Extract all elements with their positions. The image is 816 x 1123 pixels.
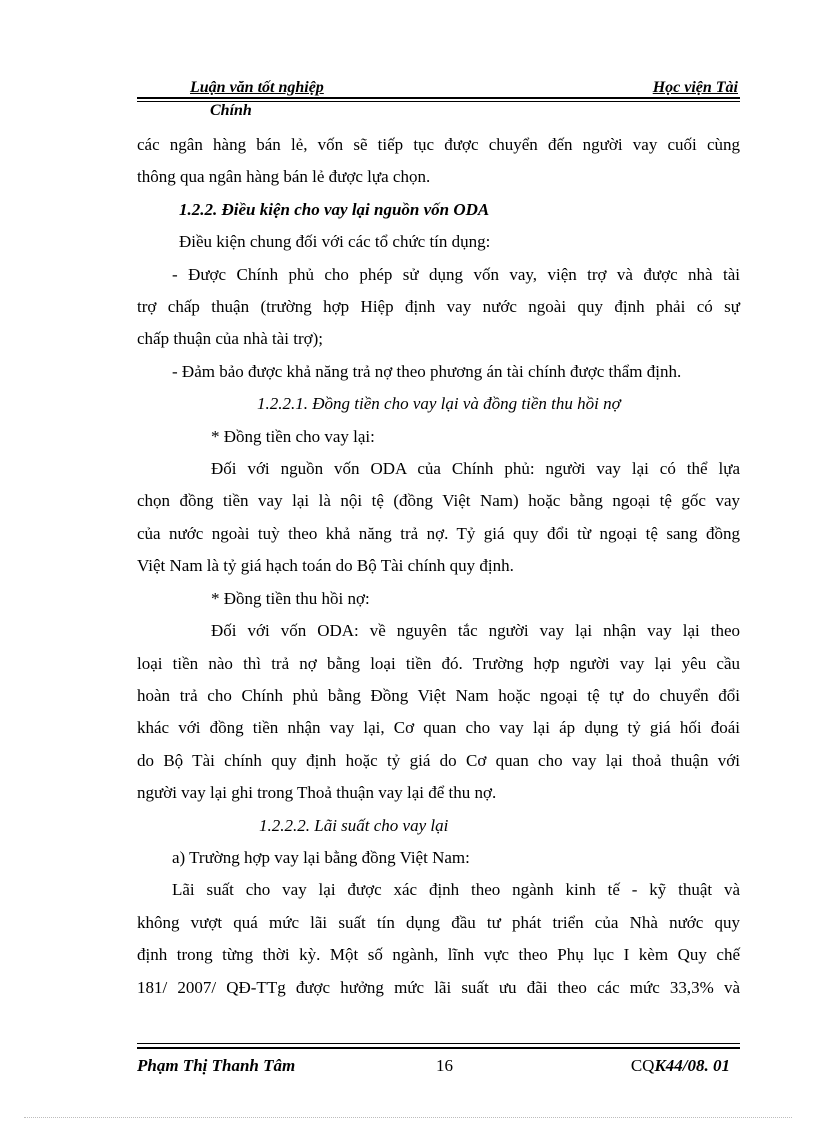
subsection-heading-1-2-2-1: 1.2.2.1. Đồng tiền cho vay lại và đồng tiền thu hồi nợ — [257, 394, 621, 414]
paragraph-line: trợ chấp thuận (trường hợp Hiệp định vay nước ngoài quy định phải có sự — [137, 297, 740, 317]
header-thesis-title: Luận văn tốt nghiệp — [190, 79, 324, 96]
paragraph-line: Đối với nguồn vốn ODA của Chính phủ: người vay lại có thể lựa — [211, 459, 740, 479]
body-text — [137, 129, 740, 1004]
paragraph-line: hoàn trả cho Chính phủ bằng Đồng Việt Nam hoặc ngoại tệ tự do chuyển đổi — [137, 685, 740, 705]
subsection-heading-1-2-2-2: 1.2.2.2. Lãi suất cho vay lại — [259, 815, 449, 835]
footer-rule-thick — [137, 1047, 740, 1049]
page-edge-dotted-line — [24, 1117, 792, 1118]
page-number: 16 — [436, 1056, 453, 1075]
paragraph-line: - Đảm bảo được khả năng trả nợ theo phương án tài chính được thẩm định. — [172, 361, 682, 381]
header-rule-thin — [137, 101, 740, 102]
paragraph-line: thông qua ngân hàng bán lẻ được lựa chọn. — [137, 167, 431, 187]
paragraph-line: Đối với vốn ODA: về nguyên tắc người vay lại nhận vay lại theo — [211, 621, 740, 641]
paragraph-line: người vay lại ghi trong Thoả thuận vay lại để thu nợ. — [137, 783, 497, 803]
paragraph-line: khác với đồng tiền nhận vay lại, Cơ quan cho vay lại áp dụng tỷ giá hối đoái — [137, 718, 740, 738]
paragraph-line: của nước ngoài tuỳ theo khả năng trả nợ. Tỷ giá quy đổi từ ngoại tệ sang đồng — [137, 523, 740, 543]
paragraph-line: Điều kiện chung đối với các tổ chức tín dụng: — [179, 232, 491, 252]
paragraph-line: Việt Nam là tỷ giá hạch toán do Bộ Tài chính quy định. — [137, 556, 514, 576]
paragraph-line: a) Trường hợp vay lại bằng đồng Việt Nam: — [172, 847, 470, 867]
paragraph-line: các ngân hàng bán lẻ, vốn sẽ tiếp tục được chuyển đến người vay cuối cùng — [137, 135, 740, 154]
footer-author: Phạm Thị Thanh Tâm — [137, 1056, 296, 1075]
section-heading-1-2-2: 1.2.2. Điều kiện cho vay lại nguồn vốn ODA — [179, 199, 490, 219]
paragraph-line: * Đồng tiền thu hồi nợ: — [211, 588, 370, 608]
footer-class-number: K44/08. 01 — [654, 1056, 730, 1075]
header-rule-thick — [137, 97, 740, 99]
footer-rule-thin — [137, 1043, 740, 1044]
paragraph-line: 181/ 2007/ QĐ-TTg được hưởng mức lãi suất ưu đãi theo các mức 33,3% và — [137, 977, 740, 997]
paragraph-line: * Đồng tiền cho vay lại: — [211, 426, 375, 446]
paragraph-line: loại tiền nào thì trả nợ bằng loại tiền đó. Trường hợp người vay lại yêu cầu — [137, 653, 740, 673]
footer-class-prefix: CQ — [630, 1056, 655, 1075]
header-institution-continuation: Chính — [210, 102, 252, 119]
paragraph-line: chấp thuận của nhà tài trợ); — [137, 329, 323, 349]
paragraph-line: không vượt quá mức lãi suất tín dụng đầu tư phát triển của Nhà nước quy — [137, 912, 740, 932]
footer-class-code — [631, 1056, 730, 1076]
paragraph-line: Lãi suất cho vay lại được xác định theo ngành kinh tế - kỹ thuật và — [172, 880, 740, 900]
paragraph-line: chọn đồng tiền vay lại là nội tệ (đồng Việt Nam) hoặc bằng ngoại tệ gốc vay — [137, 491, 740, 511]
header-institution: Học viện Tài — [652, 79, 738, 96]
paragraph-line: - Được Chính phủ cho phép sử dụng vốn vay, viện trợ và được nhà tài — [172, 264, 740, 284]
paragraph-line: do Bộ Tài chính quy định hoặc tỷ giá do Cơ quan cho vay lại thoả thuận với — [137, 750, 740, 770]
paragraph-line: định trong từng thời kỳ. Một số ngành, lĩnh vực theo Phụ lục I kèm Quy chế — [137, 945, 740, 965]
